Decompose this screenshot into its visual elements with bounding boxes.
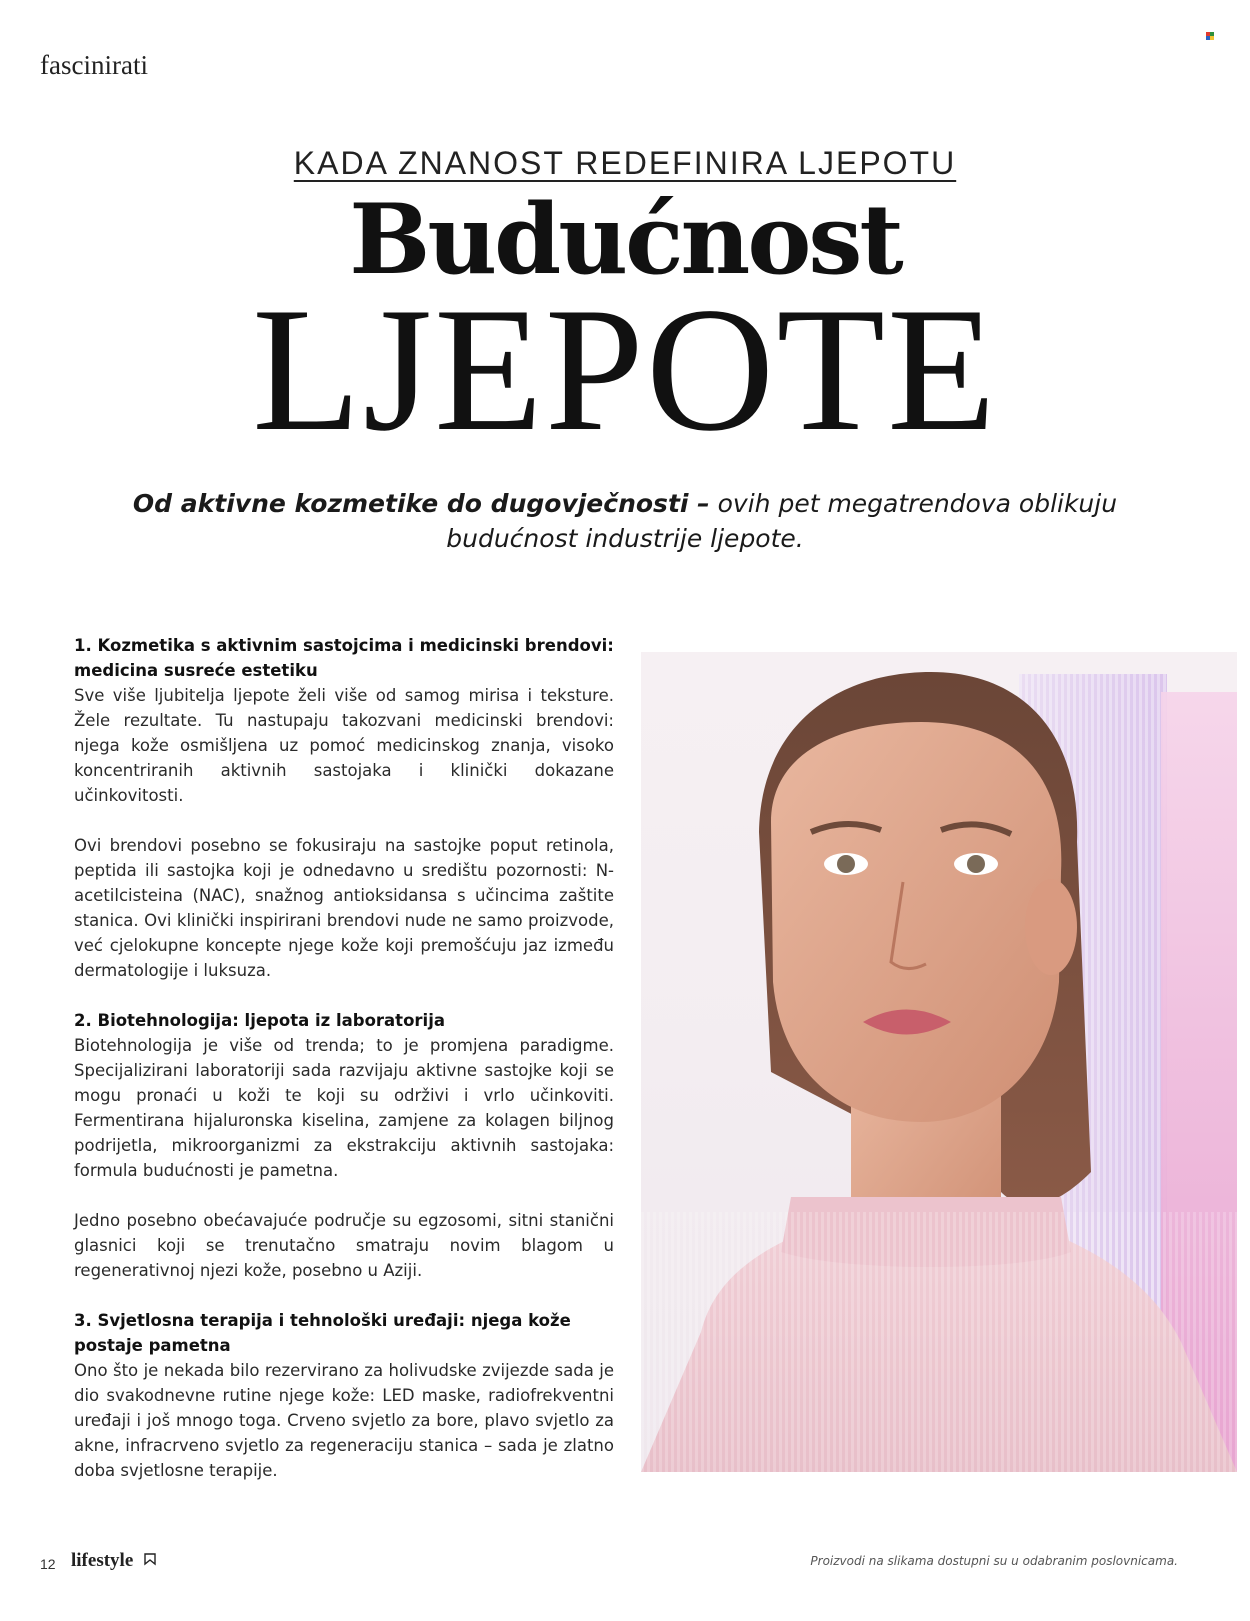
paragraph: Jedno posebno obećavajuće područje su egzosomi, sitni stanični glasnici koji se trenutačno smatraju novim blagom u regenerativnoj njezi kože, posebno u Aziji. (74, 1211, 614, 1280)
article-kicker (0, 145, 1250, 182)
paragraph: Biotehnologija je više od trenda; to je promjena paradigme. Specijalizirani laboratoriji sada razvijaju aktivne sastojke koji se mogu pronaći u koži te koji su održivi i vrlo učinkoviti. Fermentirana hijaluronska kiselina, zamjene za kolagen biljnog podrijetla, mikroorganizmi za ekstrakciju aktivnih sastojaka: formula budućnosti je pametna. (74, 1036, 614, 1180)
paragraph: Ovi brendovi posebno se fokusiraju na sastojke poput retinola, peptida ili sastojka koji je odnedavno u središtu pozornosti: N-acetilcisteina (NAC), snažnog antioksidansa s učincima zaštite stanica. Ovi klinički inspirirani brendovi nude ne samo proizvode, već cjelokupne koncepte njege kože koji premošćuju jaz između dermatologije i luksuza. (74, 836, 614, 980)
kicker-text: KADA ZNANOST REDEFINIRA LJEPOTU (293, 145, 957, 181)
portrait-photo (641, 652, 1237, 1472)
lead-italic: ovih pet megatrendova oblikuju budućnost industrije ljepote. (446, 489, 1118, 553)
lead-bold: Od aktivne kozmetike do dugovječnosti – (132, 489, 710, 518)
paragraph: Ono što je nekada bilo rezervirano za holivudske zvijezde sada je dio svakodnevne rutine njege kože: LED maske, radiofrekventni uređaji i još mnogo toga. Crveno svjetlo za bore, plavo svjetlo za akne, infracrveno svjetlo za regeneraciju stanica – sada je zlatno doba svjetlosne terapije. (74, 1361, 614, 1480)
magazine-brand: fascinirati (40, 50, 148, 80)
section-heading: 1. Kozmetika s aktivnim sastojcima i medicinski brendovi: medicina susreće estetiku (74, 636, 614, 680)
article-body (74, 633, 614, 1508)
page-number: 12 (40, 1556, 56, 1572)
section-heading: 3. Svjetlosna terapija i tehnološki uređaji: njega kože postaje pametna (74, 1311, 571, 1355)
footer-disclaimer: Proizvodi na slikama dostupni su u odabranim poslovnicama. (810, 1554, 1178, 1568)
footer-brand: lifestyle (71, 1550, 134, 1571)
paragraph: Sve više ljubitelja ljepote želi više od samog mirisa i teksture. Žele rezultate. Tu nastupaju takozvani medicinski brendovi: njega kože osmišljena uz pomoć medicinskog znanja, visoko koncentriranih aktivnih sastojaka i klinički dokazane učinkovitosti. (74, 686, 614, 805)
headline-line-1: Budućnost (349, 183, 901, 296)
logo-mark-icon (1206, 32, 1215, 40)
article-lead (100, 486, 1150, 556)
section-heading: 2. Biotehnologija: ljepota iz laboratorija (74, 1011, 445, 1030)
portrait-illustration (641, 652, 1237, 1472)
bookmark-icon (143, 1552, 157, 1566)
headline-line-2: LJEPOTE (252, 270, 998, 468)
